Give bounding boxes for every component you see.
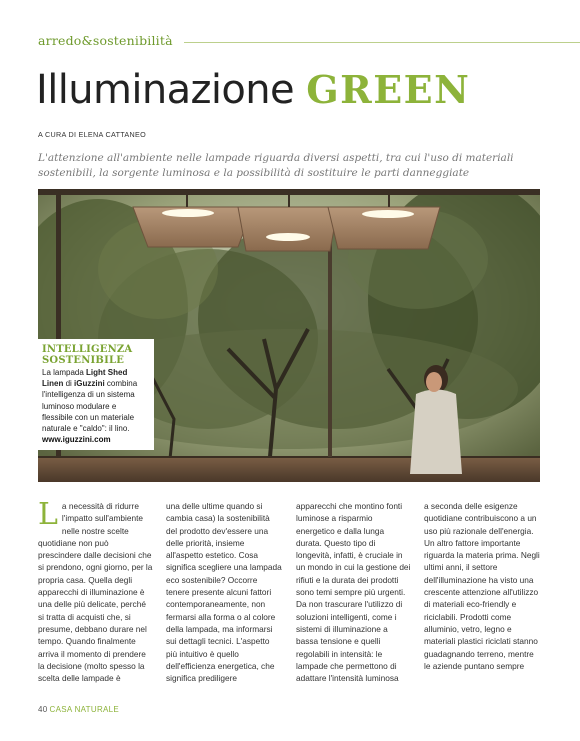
column-4 xyxy=(424,500,540,672)
column-3 xyxy=(296,500,412,684)
article-title xyxy=(36,67,471,113)
column-1 xyxy=(38,497,154,684)
column-2-text: una delle ultime quando si cambia casa) la sostenibilità del prodotto dev'essere una delle priorità, insieme all'aspetto estetico. Cosa significa scegliere una lampada eco sostenibile? Occorre tenere presente alcuni fattori contemporaneamente, non fermarsi alla forma o al colore della lampada, ma informarsi sui dettagli tecnici. L'aspetto più intuitivo è quello dell'efficienza energetica, che significa prediligere xyxy=(166,501,282,684)
section-header xyxy=(38,33,580,49)
section-divider xyxy=(184,42,580,43)
caption-title-line1: INTELLIGENZA xyxy=(42,344,133,355)
column-4-paragraph-2: Un altro fattore importante riguarda la materia prima. Negli ultimi anni, il settore dell'illuminazione ha visto una crescente attenzione all'utilizzo di materiali eco-friendly e riciclabili. Prodotti come alluminio, vetro, legno e materiali plastici riciclati stanno guadagnando terreno, mentre le aziende puntano sempre xyxy=(424,537,540,671)
publication-name: CASA NATURALE xyxy=(49,705,120,714)
caption-text xyxy=(42,367,148,434)
column-1-text: a necessità di ridurre l'impatto sull'ambiente nelle nostre scelte quotidiane non può prescindere dalle decisioni che si prendono, ogni giorno, per la propria casa. Quella degli apparecchi di illuminazione è una delle più delicate, perché si tratta di acquisti che, si presume, debbano durare nel tempo. Quando finalmente arriva il momento di prendere la decisione (molto spesso la scelta delle lampade è xyxy=(38,501,153,684)
page-number: 40 xyxy=(38,705,48,714)
column-3-text: apparecchi che montino fonti luminose a risparmio energetico e dalla lunga durata. Questo tipo di longevità, infatti, è cruciale in un mondo in cui la gestione dei rifiuti e la durata dei prodotti sono temi sempre più urgenti. Da non trascurare l'utilizzo di soluzioni intelligenti, come i sistemi di illuminazione a bassa tensione e quelli regolabili in intensità: le lampade che permettono di adattare l'intensità luminosa xyxy=(296,501,411,684)
caption-title-line2: SOSTENIBILE xyxy=(42,354,125,366)
page-footer xyxy=(38,705,119,714)
column-4-paragraph-1: a seconda delle esigenze quotidiane contribuiscono a un uso più razionale dell'energia. xyxy=(424,501,537,536)
article-body xyxy=(38,497,548,695)
column-2 xyxy=(166,500,282,684)
caption-text-di: di xyxy=(63,379,75,389)
photo-caption xyxy=(38,339,154,450)
caption-text-before: La lampada xyxy=(42,368,87,377)
drop-cap: L xyxy=(38,497,58,532)
lead-paragraph: L'attenzione all'ambiente nelle lampade riguarda diversi aspetti, tra cui l'uso di materiali sostenibili, la sorgente luminosa e la possibilità di sostituire le parti danneggiate xyxy=(38,152,514,179)
caption-text-after: combina l'intelligenza di un sistema luminoso modulare e flessibile con un materiale naturale e "caldo": il lino. xyxy=(42,379,138,434)
title-main: Illuminazione xyxy=(36,67,307,113)
caption-url[interactable]: www.iguzzini.com xyxy=(42,435,111,445)
byline: A CURA DI ELENA CATTANEO xyxy=(38,130,146,139)
title-accent: GREEN xyxy=(306,67,471,112)
caption-product: Light Shed Linen xyxy=(42,368,128,389)
caption-brand: iGuzzini xyxy=(74,379,105,389)
section-tag: arredo&sostenibilità xyxy=(38,33,173,48)
